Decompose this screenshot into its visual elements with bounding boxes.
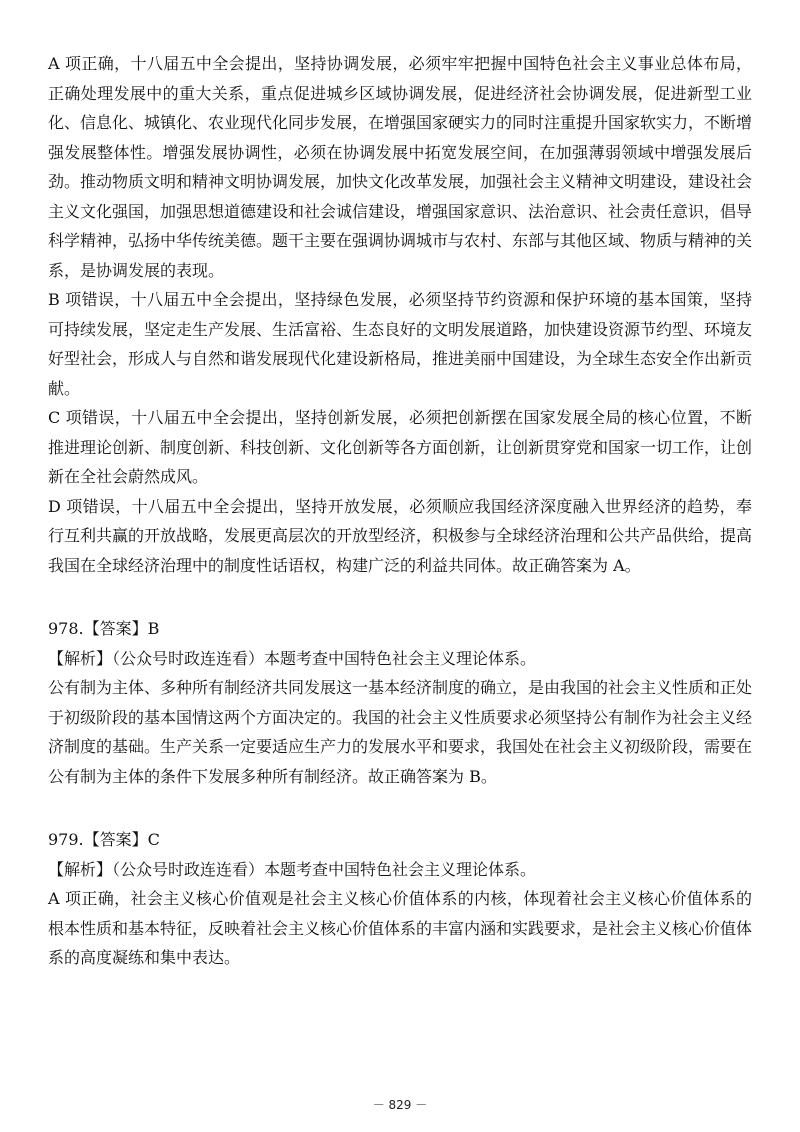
q979-analysis: 【解析】（公众号时政连连看）本题考查中国特色社会主义理论体系。 (48, 859, 537, 879)
spacer (48, 580, 752, 614)
option-a-paragraph: A 项正确，十八届五中全会提出，坚持协调发展，必须牢牢把握中国特色社会主义事业总体布局，正确处理发展中的重大关系，重点促进城乡区域协调发展，促进经济社会协调发展，促进新型工业化、信息化、城镇化、农业现代化同步发展，在增强国家硬实力的同时注重提升国家软实力，不断增强发展整体性。增强发展协调性，必须在协调发展中拓宽发展空间，在加强薄弱领域中增强发展后劲。推动物质文明和精神文明协调发展，加快文化改革发展，加强社会主义精神文明建设，建设社会主义文化强国，加强思想道德建设和社会诚信建设，增强国家意识、法治意识、社会责任意识，倡导科学精神，弘扬中华传统美德。题干主要在强调协调城市与农村、东部与其他区域、物质与精神的关系，是协调发展的表现。 (48, 54, 753, 280)
option-b-paragraph: B 项错误，十八届五中全会提出，坚持绿色发展，必须坚持节约资源和保护环境的基本国策，坚持可持续发展，坚定走生产发展、生活富裕、生态良好的文明发展道路，加快建设资源节约型、环境友好型社会，形成人与自然和谐发展现代化建设新格局，推进美丽中国建设，为全球生态安全作出新贡献。 (48, 290, 753, 398)
page-number: － 829 － (372, 1098, 428, 1112)
option-c-paragraph: C 项错误，十八届五中全会提出，坚持创新发展，必须把创新摆在国家发展全局的核心位置，不断推进理论创新、制度创新、科技创新、文化创新等各方面创新，让创新贯穿党和国家一切工作，让创新在全社会蔚然成风。 (48, 408, 753, 486)
q979-body: A 项正确，社会主义核心价值观是社会主义核心价值体系的内核，体现着社会主义核心价值体系的根本性质和基本特征，反映着社会主义核心价值体系的丰富内涵和实践要求，是社会主义核心价值体系的高度凝练和集中表达。 (48, 889, 753, 967)
option-d-paragraph: D 项错误，十八届五中全会提出，坚持开放发展，必须顺应我国经济深度融入世界经济的趋势，奉行互利共赢的开放战略，发展更高层次的开放型经济，积极参与全球经济治理和公共产品供给，提高我国在全球经济治理中的制度性话语权，构建广泛的利益共同体。故正确答案为 A。 (48, 496, 753, 575)
spacer (48, 791, 752, 825)
q978-body: 公有制为主体、多种所有制经济共同发展这一基本经济制度的确立，是由我国的社会主义性质和正处于初级阶段的基本国情这两个方面决定的。我国的社会主义性质要求必须坚持公有制作为社会主义经济制度的基础。生产关系一定要适应生产力的发展水平和要求，我国处在社会主义初级阶段，需要在公有制为主体的条件下发展多种所有制经济。故正确答案为 B。 (48, 678, 753, 786)
q978-analysis: 【解析】（公众号时政连连看）本题考查中国特色社会主义理论体系。 (48, 648, 537, 668)
q978-answer: 978.【答案】B (48, 619, 160, 638)
q979-answer: 979.【答案】C (48, 830, 160, 849)
document-page (48, 49, 752, 973)
